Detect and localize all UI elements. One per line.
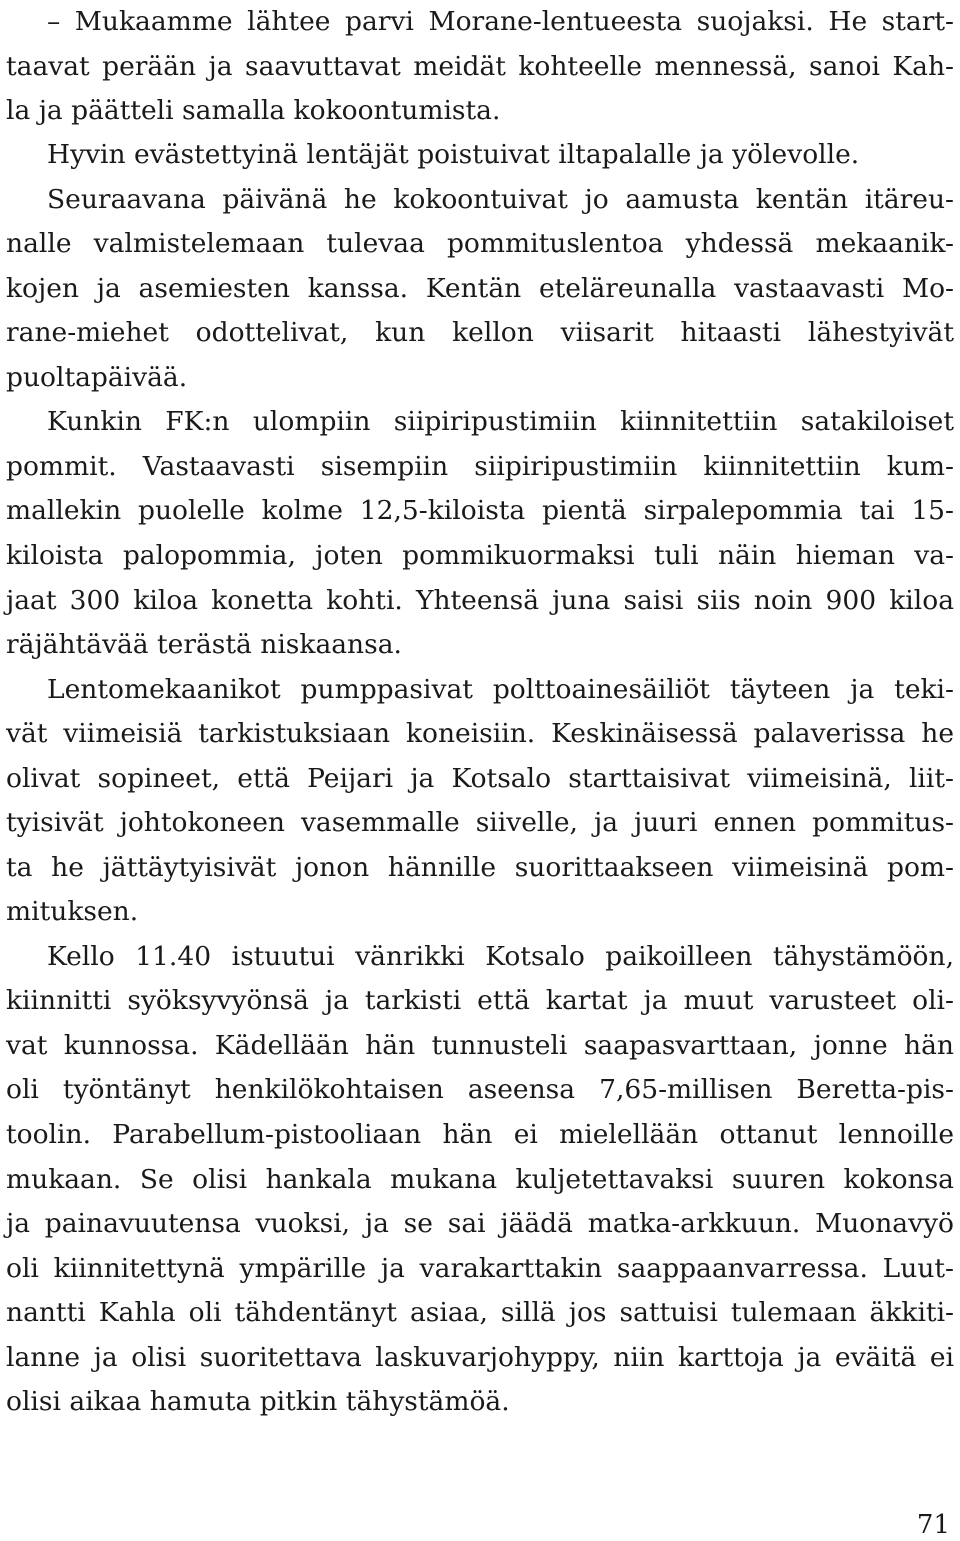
text-line: Hyvin evästettyinä lentäjät poistuivat iltapalalle ja yölevolle. (47, 139, 860, 170)
text-line: Kunkin FK:n ulompiin siipiripustimiin kiinnitettiin satakiloiset (47, 406, 954, 437)
text-line: nalle valmistelemaan tulevaa pommituslentoa yhdessä mekaanik- (6, 228, 954, 259)
text-line: olivat sopineet, että Peijari ja Kotsalo starttaisivat viimeisinä, liit- (6, 763, 954, 794)
text-line: räjähtävää terästä niskaansa. (6, 629, 402, 660)
text-line: taavat perään ja saavuttavat meidät kohteelle mennessä, sanoi Kah- (6, 51, 954, 82)
text-line: puoltapäivää. (6, 362, 188, 393)
text-line: vät viimeisiä tarkistuksiaan koneisiin. Keskinäisessä palaverissa he (6, 718, 954, 749)
text-line: kojen ja asemiesten kanssa. Kentän eteläreunalla vastaavasti Mo- (6, 273, 954, 304)
text-line: oli työntänyt henkilökohtaisen aseensa 7,65-millisen Beretta-pis- (6, 1074, 954, 1105)
text-line: tyisivät johtokoneen vasemmalle siivelle, ja juuri ennen pommitus- (6, 807, 954, 838)
text-line: jaat 300 kiloa konetta kohti. Yhteensä juna saisi siis noin 900 kiloa (6, 585, 954, 616)
text-line: kiinnitti syöksyvyönsä ja tarkisti että kartat ja muut varusteet oli- (6, 985, 954, 1016)
page-number: 71 (916, 1510, 950, 1540)
text-line: rane-miehet odottelivat, kun kellon viisarit hitaasti lähestyivät (6, 317, 954, 348)
text-line: – Mukaamme lähtee parvi Morane-lentueesta suojaksi. He start- (47, 6, 954, 37)
text-line: mallekin puolelle kolme 12,5-kiloista pientä sirpalepommia tai 15- (6, 495, 954, 526)
text-line: mituksen. (6, 896, 139, 927)
text-line: olisi aikaa hamuta pitkin tähystämöä. (6, 1386, 510, 1417)
text-line: pommit. Vastaavasti sisempiin siipiripustimiin kiinnitettiin kum- (6, 451, 954, 482)
text-line: lanne ja olisi suoritettava laskuvarjohyppy, niin karttoja ja eväitä ei (6, 1342, 954, 1373)
text-line: ta he jättäytyisivät jonon hännille suorittaakseen viimeisinä pom- (6, 852, 954, 883)
text-line: Seuraavana päivänä he kokoontuivat jo aamusta kentän itäreu- (47, 184, 954, 215)
text-line: la ja päätteli samalla kokoontumista. (6, 95, 501, 126)
text-line: nantti Kahla oli tähdentänyt asiaa, sillä jos sattuisi tulemaan äkkiti- (6, 1297, 954, 1328)
text-line: Lentomekaanikot pumppasivat polttoainesäiliöt täyteen ja teki- (47, 674, 954, 705)
text-line: vat kunnossa. Kädellään hän tunnusteli saapasvarttaan, jonne hän (6, 1030, 954, 1061)
text-line: mukaan. Se olisi hankala mukana kuljetettavaksi suuren kokonsa (6, 1164, 954, 1195)
text-line: kiloista palopommia, joten pommikuormaksi tuli näin hieman va- (6, 540, 954, 571)
text-line: toolin. Parabellum-pistooliaan hän ei mielellään ottanut lennoille (6, 1119, 954, 1150)
text-line: oli kiinnitettynä ympärille ja varakarttakin saappaanvarressa. Luut- (6, 1253, 954, 1284)
text-line: ja painavuutensa vuoksi, ja se sai jäädä matka-arkkuun. Muonavyö (6, 1208, 954, 1239)
text-line: Kello 11.40 istuutui vänrikki Kotsalo paikoilleen tähystämöön, (47, 941, 954, 972)
